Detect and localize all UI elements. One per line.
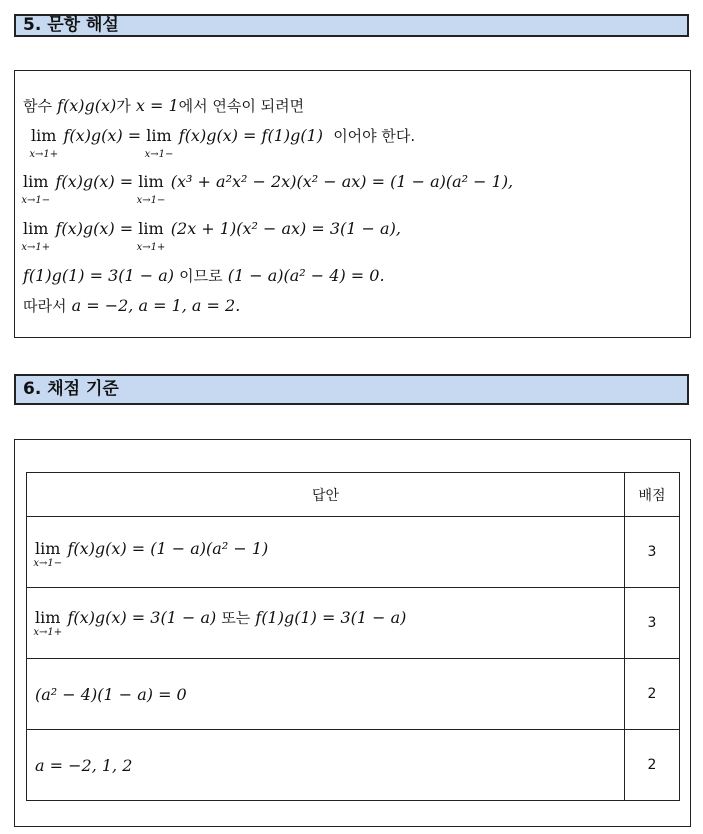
points-cell: 3 bbox=[625, 517, 680, 588]
scoring-table bbox=[26, 472, 680, 801]
math: (2x + 1)(x² − ax) = 3(1 − a), bbox=[170, 219, 401, 238]
answer-cell bbox=[27, 517, 625, 588]
limit: lim x→1+ bbox=[29, 126, 59, 160]
limit: lim x→1− bbox=[33, 538, 63, 569]
table-row bbox=[27, 517, 680, 588]
math: f(1)g(1) = 3(1 − a) bbox=[255, 607, 407, 627]
text: 가 bbox=[116, 97, 131, 115]
text: 에서 연속이 되려면 bbox=[178, 97, 305, 115]
math: x = 1 bbox=[135, 96, 179, 115]
section-5-title: 5. 문항 해설 bbox=[23, 15, 119, 35]
limit: lim x→1− bbox=[136, 172, 166, 206]
text: 또는 bbox=[221, 608, 251, 627]
explanation-line-1 bbox=[23, 96, 304, 116]
math: f(1)g(1) = 3(1 − a) bbox=[23, 266, 175, 285]
limit: lim x→1+ bbox=[136, 219, 166, 253]
points-cell: 2 bbox=[625, 730, 680, 801]
points-cell: 3 bbox=[625, 588, 680, 659]
explanation-line-4 bbox=[21, 219, 401, 253]
answer-cell bbox=[27, 588, 625, 659]
text: 이므로 bbox=[179, 267, 223, 285]
section-6-title: 6. 채점 기준 bbox=[23, 379, 119, 399]
explanation-line-5 bbox=[23, 266, 385, 286]
table-row bbox=[27, 588, 680, 659]
limit: lim x→1+ bbox=[21, 219, 51, 253]
limit: lim x→1− bbox=[144, 126, 174, 160]
limit: lim x→1− bbox=[21, 172, 51, 206]
table-header-row bbox=[27, 473, 680, 517]
explanation-line-6 bbox=[23, 296, 240, 316]
answer-cell bbox=[27, 659, 625, 730]
section-5-header bbox=[14, 14, 689, 37]
explanation-box bbox=[14, 70, 691, 338]
math: a = −2, a = 1, a = 2. bbox=[71, 296, 241, 315]
text: 따라서 bbox=[23, 297, 67, 315]
math: f(x)g(x) = bbox=[55, 172, 134, 191]
math: f(x)g(x) = 3(1 − a) bbox=[67, 607, 217, 627]
math: (1 − a)(a² − 4) = 0. bbox=[227, 266, 385, 285]
text: 함수 bbox=[23, 97, 52, 115]
math: f(x)g(x) = (1 − a)(a² − 1) bbox=[67, 538, 269, 558]
explanation-line-2 bbox=[29, 126, 416, 160]
table-row bbox=[27, 730, 680, 801]
math: f(x)g(x) = bbox=[63, 126, 142, 145]
table-row bbox=[27, 659, 680, 730]
text: 이어야 한다. bbox=[333, 127, 416, 145]
math: f(x)g(x) = f(1)g(1) bbox=[178, 126, 324, 145]
limit: lim x→1+ bbox=[33, 607, 63, 638]
answer-cell bbox=[27, 730, 625, 801]
header-answer: 답안 bbox=[27, 473, 625, 517]
header-points: 배점 bbox=[625, 473, 680, 517]
scoring-box bbox=[14, 439, 691, 827]
section-6-header bbox=[14, 374, 689, 405]
points-cell: 2 bbox=[625, 659, 680, 730]
math: a = −2, 1, 2 bbox=[35, 755, 133, 775]
math: f(x)g(x) = bbox=[55, 219, 134, 238]
explanation-line-3 bbox=[21, 172, 514, 206]
math: f(x)g(x) bbox=[57, 96, 117, 115]
math: (a² − 4)(1 − a) = 0 bbox=[35, 684, 187, 704]
math: (x³ + a²x² − 2x)(x² − ax) = (1 − a)(a² − 1), bbox=[170, 172, 514, 191]
